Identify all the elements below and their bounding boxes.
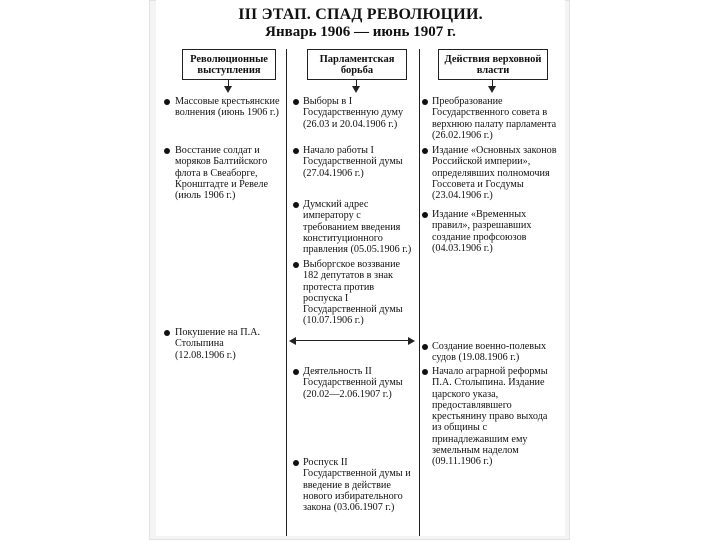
bullet-icon [422, 212, 428, 218]
arrow-down-icon [224, 86, 232, 93]
page-title: III ЭТАП. СПАД РЕВОЛЮЦИИ. [238, 6, 483, 23]
bullet-icon [293, 369, 299, 375]
list-item: Массовые крестьянские волнения (июнь 1906 г.) [175, 96, 280, 119]
bullet-icon [293, 148, 299, 154]
bullet-icon [422, 99, 428, 105]
double-arrow-icon [289, 337, 415, 345]
bullet-icon [164, 148, 170, 154]
column-header-authority: Действия верховной власти [438, 49, 548, 80]
bullet-icon [422, 344, 428, 350]
list-item: Начало работы I Государственной думы (27.04.1906 г.) [303, 145, 403, 179]
bullet-icon [164, 330, 170, 336]
list-item: Роспуск II Государственной думы и введение в действие нового избирательного закона (03.06.1907 г.) [303, 457, 411, 514]
list-item: Издание «Основных законов Российской империи», определявших полномочия Госсовета и Госдумы (23.04.1906 г.) [432, 145, 557, 202]
bullet-icon [293, 460, 299, 466]
list-item: Выборгское воззвание 182 депутатов в знак протеста против роспуска I Государственной думы (10.07.1906 г.) [303, 259, 403, 327]
list-item: Создание военно-полевых судов (19.08.1906 г.) [432, 341, 547, 364]
list-item: Деятельность II Государственной думы (20.02—2.06.1907 г.) [303, 366, 403, 400]
bullet-icon [164, 99, 170, 105]
column-header-revolution: Революционные выступления [182, 49, 276, 80]
column-header-parliament: Парламентская борьба [307, 49, 407, 80]
list-item: Начало аграрной реформы П.А. Столыпина. Издание царского указа, предоставлявшего крестьянину право выхода из общины с принадлежавшим ему земельным наделом (09.11.1906 г.) [432, 366, 548, 468]
list-item: Выборы в I Государственную думу (26.03 и 20.04.1906 г.) [303, 96, 404, 130]
page-subtitle: Январь 1906 — июнь 1907 г. [265, 24, 456, 40]
bullet-icon [293, 99, 299, 105]
arrow-down-icon [488, 86, 496, 93]
bullet-icon [293, 202, 299, 208]
bullet-icon [422, 369, 428, 375]
bullet-icon [293, 262, 299, 268]
arrow-down-icon [352, 86, 360, 93]
list-item: Покушение на П.А. Столыпина (12.08.1906 г.) [175, 327, 261, 361]
document-sheet [156, 0, 565, 536]
column-divider-left [286, 49, 287, 536]
column-divider-right [419, 49, 420, 536]
list-item: Преобразование Государственного совета в верхнюю палату парламента (26.02.1906 г.) [432, 96, 557, 141]
list-item: Думский адрес императору с требованием введения конституционного правления (05.05.1906 г.) [303, 199, 412, 256]
list-item: Издание «Временных правил», разрешавших создание профсоюзов (04.03.1906 г.) [432, 209, 532, 254]
bullet-icon [422, 148, 428, 154]
list-item: Восстание солдат и моряков Балтийского флота в Свеаборге, Кронштадте и Ревеле (июль 1906 г.) [175, 145, 269, 202]
